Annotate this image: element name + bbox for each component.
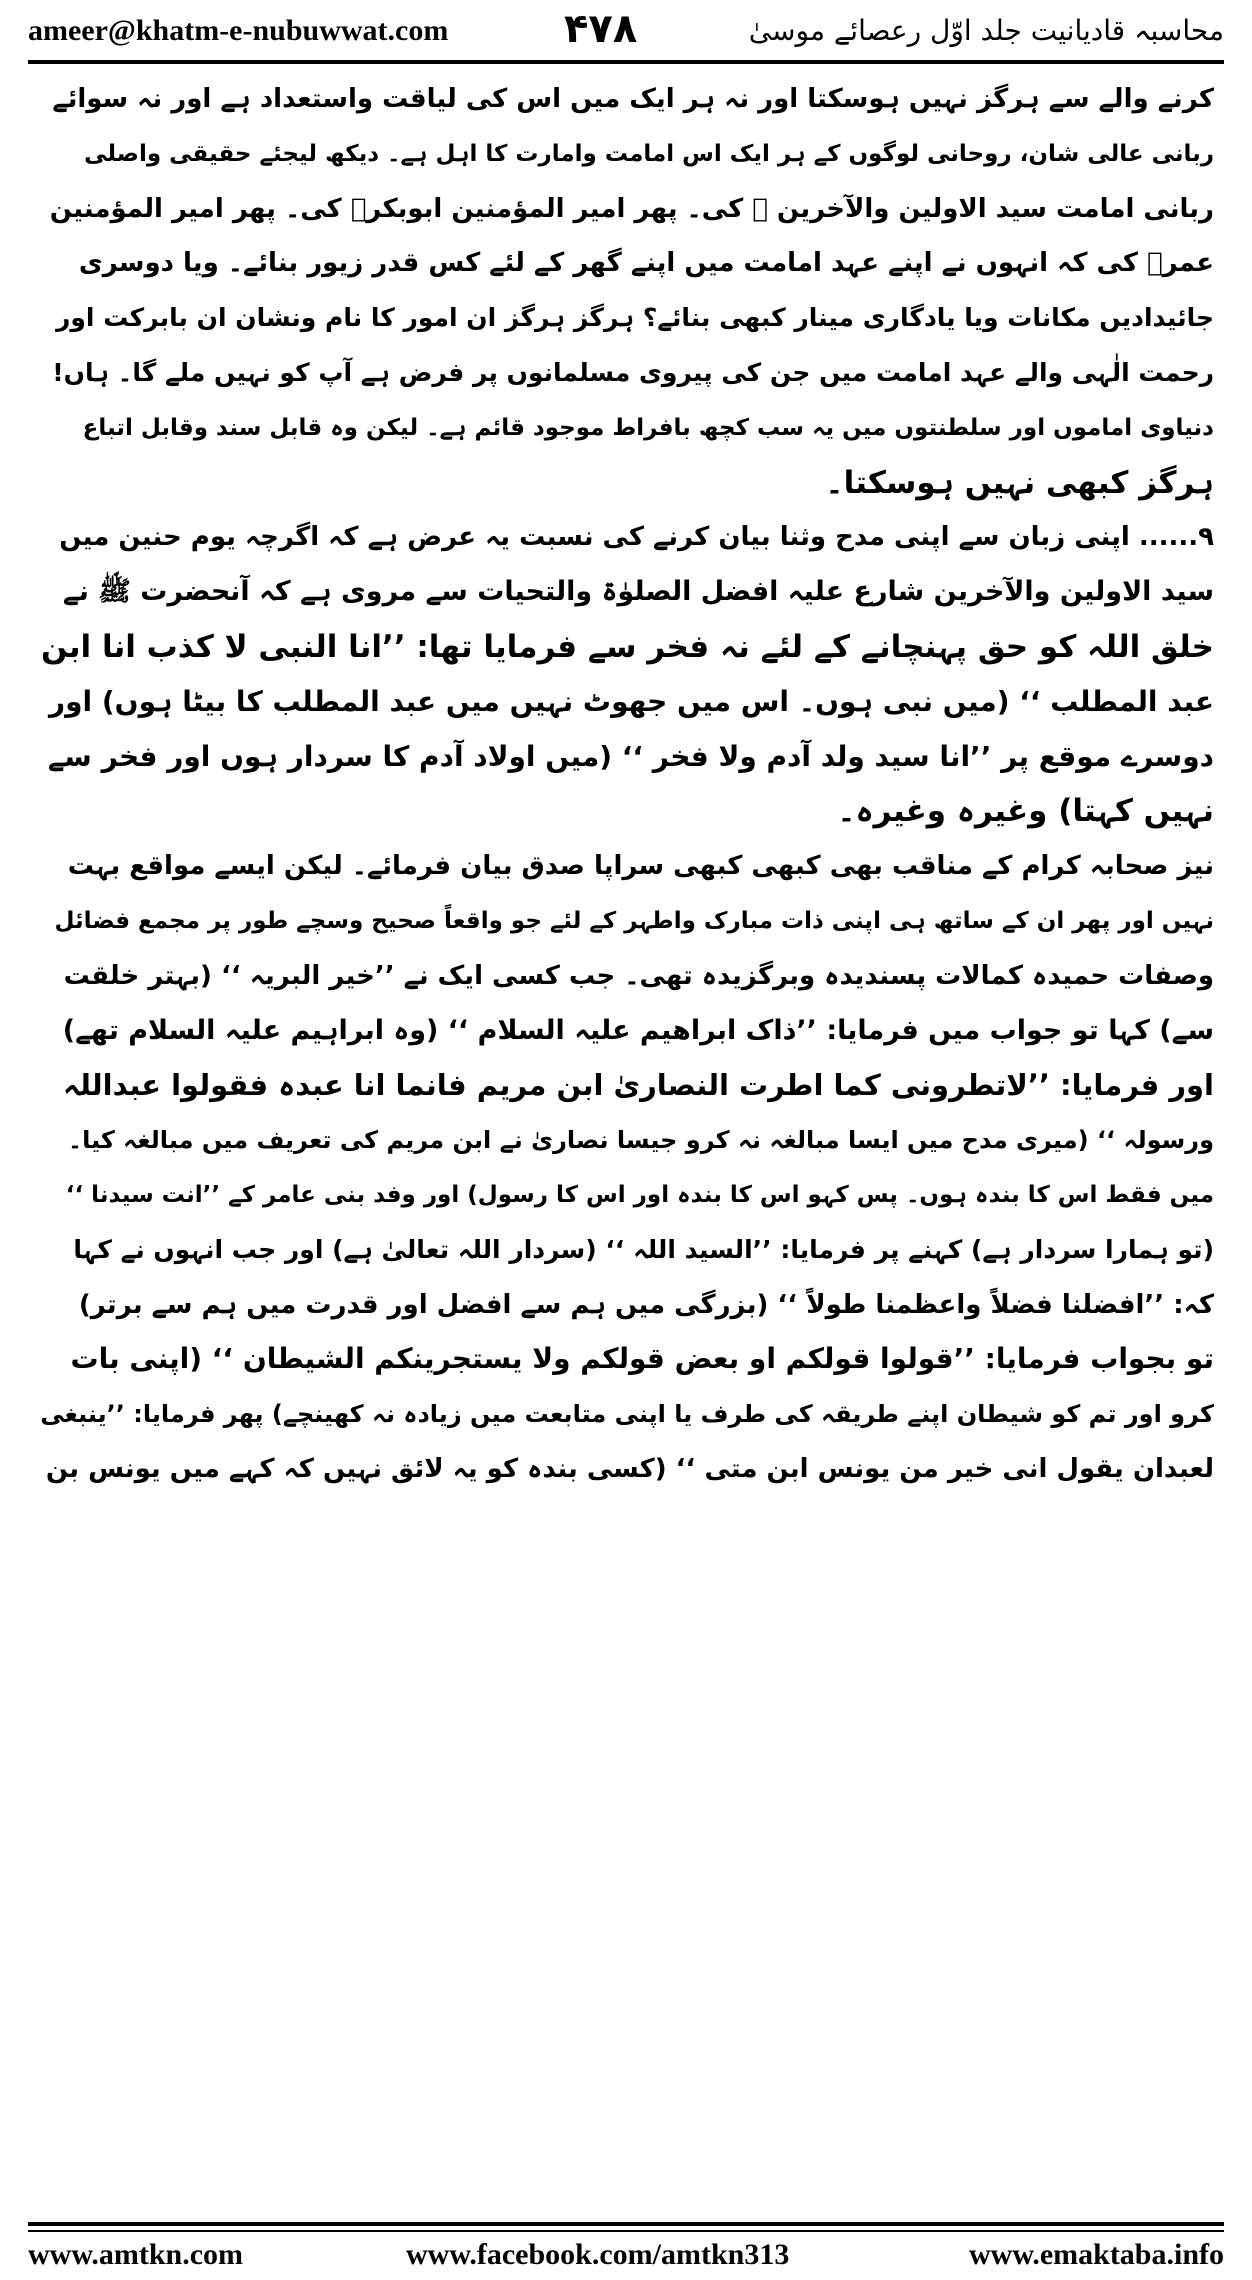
body-line: (تو ہمارا سردار ہے) کہنے پر فرمایا: ’’السید اللہ ‘‘ (سردار اللہ تعالیٰ ہے) اور جب انہوں نے کہا — [73, 1234, 1214, 1264]
page-footer — [28, 2238, 1224, 2276]
body-line: نیز صحابہ کرام کے مناقب بھی کبھی کبھی سراپا صدق بیان فرمائے۔ لیکن ایسے مواقع بہت — [67, 851, 1214, 882]
footer-link-facebook[interactable]: www.facebook.com/amtkn313 — [406, 2238, 790, 2271]
body-line: رحمت الٰہی والے عہد امامت میں جن کی پیروی مسلمانوں پر فرض ہے آپ کو نہیں ملے گا۔ ہاں! — [52, 357, 1214, 387]
body-line: خلق اللہ کو حق پہنچانے کے لئے نہ فخر سے فرمایا تھا: ’’انا النبی لا کذب انا ابن — [41, 628, 1214, 665]
body-line: سید الاولین والآخرین شارع علیہ افضل الصلوٰۃ والتحیات سے مروی ہے کہ آنحضرت ﷺ نے — [62, 576, 1214, 608]
body-line: ہرگز کبھی نہیں ہوسکتا۔ — [825, 464, 1214, 501]
body-line: دنیاوی اماموں اور سلطنتوں میں یہ سب کچھ بافراط موجود قائم ہے۔ لیکن وہ قابل سند وقابل اتباع — [82, 414, 1214, 441]
body-line: جائیدادیں مکانات ویا یادگاری مینار کبھی بنائے؟ ہرگز ہرگز ان امور کا نام ونشان ان بابرکت اور — [56, 303, 1214, 333]
page-header — [28, 6, 1224, 58]
footer-link-amtkn[interactable]: www.amtkn.com — [28, 2238, 243, 2271]
footer-rule-thin — [28, 2230, 1224, 2232]
page-number: ۴۷۸ — [564, 6, 638, 52]
body-line: کرو اور تم کو شیطان اپنے طریقہ کی طرف یا اپنی متابعت میں زیادہ نہ کھینچے) پھر فرمایا: ’’ینبغی — [40, 1400, 1214, 1429]
body-line: کہ: ’’افضلنا فضلاً واعظمنا طولاً ‘‘ (بزرگی میں ہم سے افضل اور قدرت میں ہم سے برتر) — [78, 1289, 1214, 1320]
body-line: عمرؓ کی کہ انہوں نے اپنے عہد امامت میں اپنے گھر کے لئے کس قدر زیور بنائے۔ ویا دوسری — [78, 248, 1214, 279]
body-line: لعبدان یقول انی خیر من یونس ابن متی ‘‘ (کسی بندہ کو یہ لائق نہیں کہ کہے میں یونس بن — [45, 1453, 1214, 1484]
body-line: عبد المطلب ‘‘ (میں نبی ہوں۔ اس میں جھوٹ نہیں میں عبد المطلب کا بیٹا ہوں) اور — [49, 684, 1214, 718]
body-line: میں فقط اس کا بندہ ہوں۔ پس کہو اس کا بندہ اور اس کا رسول) اور وفد بنی عامر کے ’’انت سیدنا ‘‘ — [65, 1181, 1214, 1208]
body-line: ۹...... اپنی زبان سے اپنی مدح وثنا بیان کرنے کی نسبت یہ عرض ہے کہ اگرچہ یوم حنین میں — [59, 522, 1214, 553]
body-line: اور فرمایا: ’’لاتطرونی کما اطرت النصاریٰ ابن مریم فانما انا عبدہ فقولوا عبداللہ — [62, 1068, 1214, 1103]
book-title: محاسبہ قادیانیت جلد اوّل رعصائے موسیٰ — [748, 14, 1224, 47]
body-line: ربانی عالی شان، روحانی لوگوں کے ہر ایک اس امامت وامارت کا اہل ہے۔ دیکھ لیجئے حقیقی واصلی — [84, 140, 1214, 167]
body-line: تو بجواب فرمایا: ’’قولوا قولکم او بعض قولکم ولا یستجرینکم الشیطان ‘‘ (اپنی بات — [70, 1342, 1214, 1376]
body-line: نہیں اور پھر ان کے ساتھ ہی اپنی ذات مبارک واطہر کے لئے جو واقعاً صحیح وسچے طور پر مجمع فضائل — [54, 907, 1214, 934]
body-line: ورسولہ ‘‘ (میری مدح میں ایسا مبالغہ نہ کرو جیسا نصاریٰ نے ابن مریم کی تعریف میں مبالغہ کیا۔ — [68, 1126, 1214, 1155]
body-line: نہیں کہتا) وغیرہ وغیرہ۔ — [837, 793, 1214, 830]
body-line: سے) کہا تو جواب میں فرمایا: ’’ذاک ابراھیم علیہ السلام ‘‘ (وہ ابراہیم علیہ السلام تھے) — [62, 1014, 1214, 1046]
page-body — [38, 72, 1214, 2212]
body-line: ربانی امامت سید الاولین والآخرین ﷺ کی۔ پھر امیر المؤمنین ابوبکرؓ کی۔ پھر امیر المؤمنین — [49, 193, 1214, 224]
body-line: دوسرے موقع پر ’’انا سید ولد آدم ولا فخر ‘‘ (میں اولاد آدم کا سردار ہوں اور فخر سے — [47, 739, 1214, 773]
footer-link-emaktaba[interactable]: www.emaktaba.info — [968, 2238, 1224, 2271]
body-line: کرنے والے سے ہرگز نہیں ہوسکتا اور نہ ہر ایک میں اس کی لیاقت واستعداد ہے اور نہ سوائے — [52, 84, 1214, 114]
header-email: ameer@khatm-e-nubuwwat.com — [28, 14, 449, 47]
footer-rule — [28, 2222, 1224, 2226]
header-rule — [28, 60, 1224, 64]
body-line: وصفات حمیدہ کمالات پسندیدہ وبرگزیدہ تھی۔ جب کسی ایک نے ’’خیر البریہ ‘‘ (بہتر خلقت — [63, 960, 1214, 991]
